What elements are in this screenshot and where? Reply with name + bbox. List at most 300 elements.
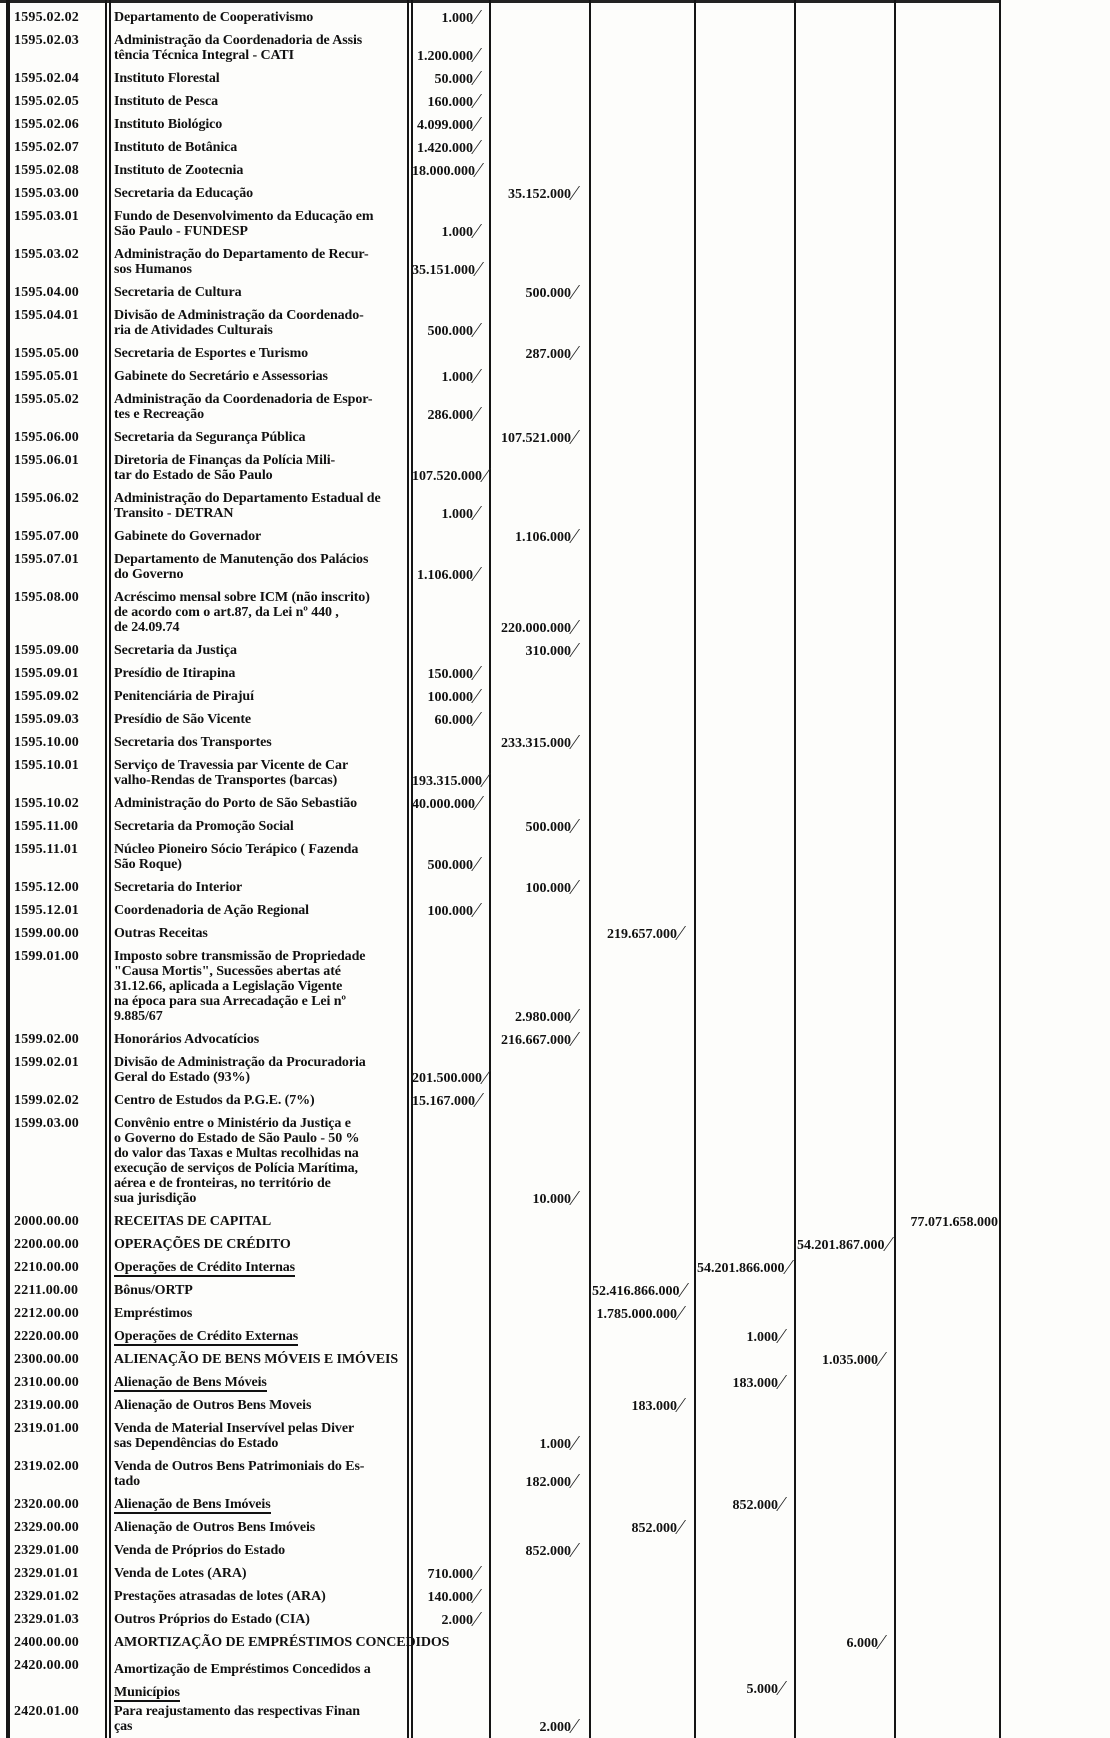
- description-text: sas Dependências do Estado: [114, 1436, 279, 1451]
- amount-value: 100.000: [412, 690, 484, 706]
- description-line: [114, 1719, 410, 1734]
- description-line: [114, 1161, 410, 1176]
- account-description: [114, 140, 410, 155]
- amount-value: 182.000: [492, 1475, 582, 1491]
- table-row: [0, 1028, 1000, 1051]
- account-code: 2212.00.00: [14, 1306, 79, 1321]
- amount-value: 107.521.000: [492, 431, 582, 447]
- description-line: [114, 1093, 410, 1108]
- description-text: Núcleo Pioneiro Sócio Terápico ( Fazenda: [114, 842, 359, 857]
- table-row: [0, 731, 1000, 754]
- description-text: Alienação de Bens Imóveis: [114, 1497, 271, 1512]
- amount-value: 140.000: [412, 1590, 484, 1606]
- amount-value: 500.000: [412, 858, 484, 874]
- description-line: [114, 949, 410, 964]
- amount-value: 35.151.000: [412, 263, 484, 279]
- account-description: [114, 209, 410, 239]
- table-row: [0, 1233, 1000, 1256]
- table-row: [0, 1112, 1000, 1210]
- amount-value: 710.000: [412, 1567, 484, 1583]
- table-row: [0, 388, 1000, 426]
- description-text: São Paulo - FUNDESP: [114, 224, 248, 239]
- account-description: [114, 117, 410, 132]
- table-row: [0, 243, 1000, 281]
- table-row: [0, 281, 1000, 304]
- account-code: 1595.03.02: [14, 247, 79, 262]
- description-text: AMORTIZAÇÃO DE EMPRÉSTIMOS CONCEDIDOS: [114, 1635, 450, 1650]
- description-line: [114, 186, 410, 201]
- description-text: Outros Próprios do Estado (CIA): [114, 1612, 310, 1627]
- table-row: [0, 876, 1000, 899]
- amount-value: 54.201.866.000: [697, 1261, 789, 1277]
- description-text: Serviço de Travessia par Vicente de Car: [114, 758, 349, 773]
- account-description: [114, 1093, 410, 1108]
- amount-value: 4.099.000: [412, 118, 484, 134]
- description-line: [114, 1658, 410, 1681]
- description-line: [114, 1009, 410, 1024]
- account-code: 1595.07.00: [14, 529, 79, 544]
- account-description: [114, 1635, 450, 1650]
- account-code: 1595.10.02: [14, 796, 79, 811]
- account-description: [114, 1055, 410, 1085]
- amount-value: 10.000: [492, 1192, 582, 1208]
- description-text: Empréstimos: [114, 1306, 193, 1321]
- description-text: Bônus/ORTP: [114, 1283, 193, 1298]
- account-code: 2310.00.00: [14, 1375, 79, 1390]
- description-line: [114, 1070, 410, 1085]
- amount-value: 1.000: [412, 11, 484, 27]
- table-row: [0, 1608, 1000, 1631]
- account-code: 1595.06.01: [14, 453, 79, 468]
- table-row: [0, 159, 1000, 182]
- description-text: aérea e de fronteiras, no território de: [114, 1176, 331, 1191]
- account-code: 1595.05.00: [14, 346, 79, 361]
- table-row: [0, 1210, 1000, 1233]
- description-line: [114, 1237, 410, 1252]
- description-text: Gabinete do Governador: [114, 529, 262, 544]
- description-text: Alienação de Outros Bens Imóveis: [114, 1520, 316, 1535]
- description-line: [114, 567, 410, 582]
- table-row: [0, 1654, 1000, 1700]
- table-row: [0, 90, 1000, 113]
- table-row: [0, 1516, 1000, 1539]
- account-description: [114, 392, 410, 422]
- account-description: [114, 1329, 410, 1344]
- amount-value: 233.315.000: [492, 736, 582, 752]
- account-description: [114, 308, 410, 338]
- description-line: [114, 735, 410, 750]
- description-line: [114, 323, 410, 338]
- account-code: 1599.03.00: [14, 1116, 79, 1131]
- table-row: [0, 815, 1000, 838]
- account-code: 1595.02.08: [14, 163, 79, 178]
- account-code: 1595.05.02: [14, 392, 79, 407]
- description-line: [114, 1566, 410, 1581]
- table-row: [0, 1348, 1000, 1371]
- account-code: 1595.02.03: [14, 33, 79, 48]
- description-text: valho-Rendas de Transportes (barcas): [114, 773, 338, 788]
- description-line: [114, 994, 410, 1009]
- table-row: [0, 1417, 1000, 1455]
- amount-value: 52.416.866.000: [592, 1284, 688, 1300]
- description-text: Venda de Próprios do Estado: [114, 1543, 286, 1558]
- table-row: [0, 1700, 1000, 1738]
- description-text: Secretaria da Segurança Pública: [114, 430, 306, 445]
- table-row: [0, 1089, 1000, 1112]
- description-line: [114, 392, 410, 407]
- amount-value: 100.000: [492, 881, 582, 897]
- amount-value: 1.035.000: [797, 1353, 889, 1369]
- description-text: 31.12.66, aplicada a Legislação Vigente: [114, 979, 343, 994]
- table-row: [0, 792, 1000, 815]
- description-text: tência Técnica Integral - CATI: [114, 48, 295, 63]
- account-code: 2400.00.00: [14, 1635, 79, 1650]
- description-text: Operações de Crédito Internas: [114, 1260, 296, 1275]
- amount-value: 286.000: [412, 408, 484, 424]
- description-text: Divisão de Administração da Coordenado-: [114, 308, 364, 323]
- description-line: [114, 1283, 410, 1298]
- table-row: [0, 205, 1000, 243]
- description-text: Diretoria de Finanças da Polícia Mili-: [114, 453, 336, 468]
- account-code: 1595.09.02: [14, 689, 79, 704]
- description-line: [114, 1520, 410, 1535]
- table-row: [0, 426, 1000, 449]
- description-text: sos Humanos: [114, 262, 192, 277]
- description-text: Venda de Outros Bens Patrimoniais do Es-: [114, 1459, 365, 1474]
- account-description: [114, 796, 410, 811]
- description-text: execução de serviços de Polícia Marítima,: [114, 1161, 358, 1176]
- description-line: [114, 689, 410, 704]
- account-description: [114, 1704, 410, 1734]
- description-text: Alienação de Outros Bens Moveis: [114, 1398, 312, 1413]
- account-code: 2329.01.03: [14, 1612, 79, 1627]
- description-text: do Governo: [114, 567, 184, 582]
- account-description: [114, 1612, 410, 1627]
- amount-value: 2.000: [492, 1720, 582, 1736]
- description-text: "Causa Mortis", Sucessões abertas até: [114, 964, 341, 979]
- table-row: [0, 639, 1000, 662]
- account-description: [114, 1283, 410, 1298]
- description-text: Administração do Porto de São Sebastião: [114, 796, 358, 811]
- description-line: [114, 262, 410, 277]
- amount-value: 500.000: [492, 286, 582, 302]
- account-code: 1595.02.04: [14, 71, 79, 86]
- amount-value: 220.000.000: [492, 621, 582, 637]
- amount-value: 852.000: [592, 1521, 688, 1537]
- account-code: 1595.10.01: [14, 758, 79, 773]
- amount-value: 35.152.000: [492, 187, 582, 203]
- description-text: o Governo do Estado de São Paulo - 50 %: [114, 1131, 360, 1146]
- description-text: Municípios: [114, 1685, 180, 1700]
- account-description: [114, 1459, 410, 1489]
- account-description: [114, 529, 410, 544]
- description-line: [114, 1306, 410, 1321]
- account-description: [114, 285, 410, 300]
- amount-value: 107.520.000: [412, 469, 482, 484]
- amount-value: 183.000: [697, 1376, 789, 1392]
- description-text: Instituto Florestal: [114, 71, 220, 86]
- amount-value: 18.000.000: [412, 164, 484, 180]
- description-line: [114, 71, 410, 86]
- description-line: [114, 369, 410, 384]
- description-text: Instituto de Botânica: [114, 140, 238, 155]
- account-description: [114, 689, 410, 704]
- amount-value: 5.000: [697, 1682, 789, 1698]
- account-description: [114, 1566, 410, 1581]
- account-description: [114, 643, 410, 658]
- account-code: 2329.00.00: [14, 1520, 79, 1535]
- table-row: [0, 342, 1000, 365]
- table-row: [0, 899, 1000, 922]
- amount-value: 219.657.000: [592, 927, 688, 943]
- account-code: 1595.02.02: [14, 10, 79, 25]
- description-line: [114, 453, 410, 468]
- account-code: 2320.00.00: [14, 1497, 79, 1512]
- account-code: 1595.04.01: [14, 308, 79, 323]
- account-code: 1595.12.00: [14, 880, 79, 895]
- description-line: [114, 1436, 410, 1451]
- account-code: 2329.01.01: [14, 1566, 79, 1581]
- amount-value: 287.000: [492, 347, 582, 363]
- amount-value: 1.420.000: [412, 141, 484, 157]
- amount-value: 183.000: [592, 1399, 688, 1415]
- account-code: 1595.07.01: [14, 552, 79, 567]
- account-description: [114, 819, 410, 834]
- description-text: ALIENAÇÃO DE BENS MÓVEIS E IMÓVEIS: [114, 1352, 399, 1367]
- description-text: ria de Atividades Culturais: [114, 323, 273, 338]
- description-line: [114, 842, 410, 857]
- account-code: 2420.01.00: [14, 1704, 79, 1719]
- description-line: [114, 1612, 410, 1627]
- table-row: [0, 754, 1000, 792]
- account-code: 2210.00.00: [14, 1260, 79, 1275]
- account-code: 1595.04.00: [14, 285, 79, 300]
- account-code: 1595.06.02: [14, 491, 79, 506]
- amount-value: 77.071.658.000: [910, 1215, 998, 1230]
- amount-value: 1.000: [697, 1330, 789, 1346]
- account-description: [114, 1116, 410, 1206]
- account-description: [114, 247, 410, 277]
- description-line: [114, 10, 410, 25]
- description-text: Administração da Coordenadoria de Assis: [114, 33, 363, 48]
- account-description: [114, 163, 410, 178]
- account-description: [114, 712, 410, 727]
- account-code: 2200.00.00: [14, 1237, 79, 1252]
- description-text: Acréscimo mensal sobre ICM (não inscrito): [114, 590, 370, 605]
- amount-value: 1.785.000.000: [592, 1307, 688, 1323]
- description-line: [114, 643, 410, 658]
- description-line: [114, 903, 410, 918]
- description-text: sua jurisdição: [114, 1191, 197, 1206]
- description-text: tado: [114, 1474, 141, 1489]
- table-row: [0, 586, 1000, 639]
- table-row: [0, 1279, 1000, 1302]
- table-row: [0, 945, 1000, 1028]
- table-row: [0, 1585, 1000, 1608]
- description-line: [114, 1704, 410, 1719]
- amount-value: 6.000: [797, 1636, 889, 1652]
- description-text: Administração do Departamento de Recur-: [114, 247, 369, 262]
- account-description: [114, 1306, 410, 1321]
- description-line: [114, 758, 410, 773]
- amount-value: 1.106.000: [492, 530, 582, 546]
- table-row: [0, 182, 1000, 205]
- description-line: [114, 247, 410, 262]
- description-line: [114, 773, 410, 788]
- description-line: [114, 224, 410, 239]
- description-text: de acordo com o art.87, da Lei nº 440 ,: [114, 605, 339, 620]
- description-text: Penitenciária de Pirajuí: [114, 689, 254, 704]
- description-text: Transito - DETRAN: [114, 506, 234, 521]
- account-description: [114, 1658, 410, 1704]
- table-row: [0, 1493, 1000, 1516]
- description-text: do valor das Taxas e Multas recolhidas na: [114, 1146, 359, 1161]
- table-row: [0, 1325, 1000, 1348]
- account-description: [114, 552, 410, 582]
- description-line: [114, 48, 410, 63]
- amount-value: 100.000: [412, 904, 484, 920]
- account-code: 2420.00.00: [14, 1658, 79, 1673]
- account-description: [114, 666, 410, 681]
- description-text: Honorários Advocatícios: [114, 1032, 260, 1047]
- table-row: [0, 1394, 1000, 1417]
- description-line: [114, 1176, 410, 1191]
- description-line: [114, 1421, 410, 1436]
- account-description: [114, 1589, 410, 1604]
- table-row: [0, 365, 1000, 388]
- account-description: [114, 842, 410, 872]
- table-row: [0, 136, 1000, 159]
- description-line: [114, 1055, 410, 1070]
- description-text: 9.885/67: [114, 1009, 163, 1024]
- description-line: [114, 346, 410, 361]
- account-code: 2319.01.00: [14, 1421, 79, 1436]
- account-code: 2300.00.00: [14, 1352, 79, 1367]
- description-text: São Roque): [114, 857, 182, 872]
- amount-value: 150.000: [412, 667, 484, 683]
- table-row: [0, 922, 1000, 945]
- description-text: Secretaria de Cultura: [114, 285, 242, 300]
- description-line: [114, 857, 410, 872]
- description-text: Coordenadoria de Ação Regional: [114, 903, 309, 918]
- description-text: tes e Recreação: [114, 407, 204, 422]
- description-line: [114, 117, 410, 132]
- description-line: [114, 468, 410, 483]
- account-description: [114, 590, 410, 635]
- account-code: 1595.03.01: [14, 209, 79, 224]
- description-line: [114, 430, 410, 445]
- amount-value: 852.000: [492, 1544, 582, 1560]
- amount-value: 160.000: [412, 95, 484, 111]
- description-line: [114, 1398, 410, 1413]
- account-description: [114, 1520, 410, 1535]
- table-row: [0, 662, 1000, 685]
- description-line: [114, 880, 410, 895]
- description-line: [114, 1543, 410, 1558]
- amount-value: 1.000: [412, 225, 484, 241]
- amount-value: 216.667.000: [492, 1033, 582, 1049]
- description-line: [114, 1032, 410, 1047]
- account-description: [114, 1260, 410, 1275]
- description-line: [114, 552, 410, 567]
- table-row: [0, 685, 1000, 708]
- account-code: 1595.09.03: [14, 712, 79, 727]
- description-line: [114, 163, 410, 178]
- description-text: RECEITAS DE CAPITAL: [114, 1214, 272, 1229]
- description-line: [114, 285, 410, 300]
- description-text: Secretaria dos Transportes: [114, 735, 272, 750]
- table-row: [0, 1562, 1000, 1585]
- table-row: [0, 548, 1000, 586]
- account-description: [114, 430, 410, 445]
- account-description: [114, 94, 410, 109]
- account-description: [114, 33, 410, 63]
- table-row: [0, 487, 1000, 525]
- description-text: OPERAÇÕES DE CRÉDITO: [114, 1237, 291, 1252]
- description-text: Venda de Lotes (ARA): [114, 1566, 247, 1581]
- amount-value: 201.500.000: [412, 1071, 482, 1086]
- description-text: Convênio entre o Ministério da Justiça e: [114, 1116, 351, 1131]
- description-text: Secretaria da Promoção Social: [114, 819, 294, 834]
- amount-value: 54.201.867.000: [797, 1238, 889, 1254]
- amount-value: 1.106.000: [412, 568, 484, 584]
- account-code: 1595.12.01: [14, 903, 79, 918]
- account-description: [114, 949, 410, 1024]
- description-line: [114, 1329, 410, 1344]
- account-description: [114, 369, 410, 384]
- description-line: [114, 590, 410, 605]
- account-description: [114, 71, 410, 86]
- account-description: [114, 1032, 410, 1047]
- description-line: [114, 94, 410, 109]
- account-code: 1595.10.00: [14, 735, 79, 750]
- description-text: Venda de Material Inservível pelas Diver: [114, 1421, 355, 1436]
- account-code: 2319.00.00: [14, 1398, 79, 1413]
- account-code: 2319.02.00: [14, 1459, 79, 1474]
- table-row: [0, 1455, 1000, 1493]
- description-text: tar do Estado de São Paulo: [114, 468, 273, 483]
- account-code: 2329.01.00: [14, 1543, 79, 1558]
- description-line: [114, 1116, 410, 1131]
- table-row: [0, 29, 1000, 67]
- description-text: Departamento de Cooperativismo: [114, 10, 314, 25]
- table-row: [0, 6, 1000, 29]
- account-code: 1595.09.00: [14, 643, 79, 658]
- description-line: [114, 1146, 410, 1161]
- description-text: Secretaria da Justiça: [114, 643, 237, 658]
- account-code: 1599.02.00: [14, 1032, 79, 1047]
- description-text: Departamento de Manutenção dos Palácios: [114, 552, 369, 567]
- description-text: Instituto de Pesca: [114, 94, 218, 109]
- description-line: [114, 529, 410, 544]
- account-description: [114, 880, 410, 895]
- top-rule: [0, 0, 1000, 3]
- description-line: [114, 979, 410, 994]
- table-row: [0, 113, 1000, 136]
- account-description: [114, 1352, 410, 1367]
- description-text: Administração do Departamento Estadual de: [114, 491, 381, 506]
- table-row: [0, 304, 1000, 342]
- account-code: 2211.00.00: [14, 1283, 79, 1298]
- table-row: [0, 1256, 1000, 1279]
- account-code: 1599.02.01: [14, 1055, 79, 1070]
- description-line: [114, 140, 410, 155]
- description-text: Amortização de Empréstimos Concedidos a: [114, 1662, 371, 1677]
- description-text: Gabinete do Secretário e Assessorias: [114, 369, 328, 384]
- account-code: 1595.11.00: [14, 819, 79, 834]
- amount-value: 60.000: [412, 713, 484, 729]
- account-description: [114, 1375, 410, 1390]
